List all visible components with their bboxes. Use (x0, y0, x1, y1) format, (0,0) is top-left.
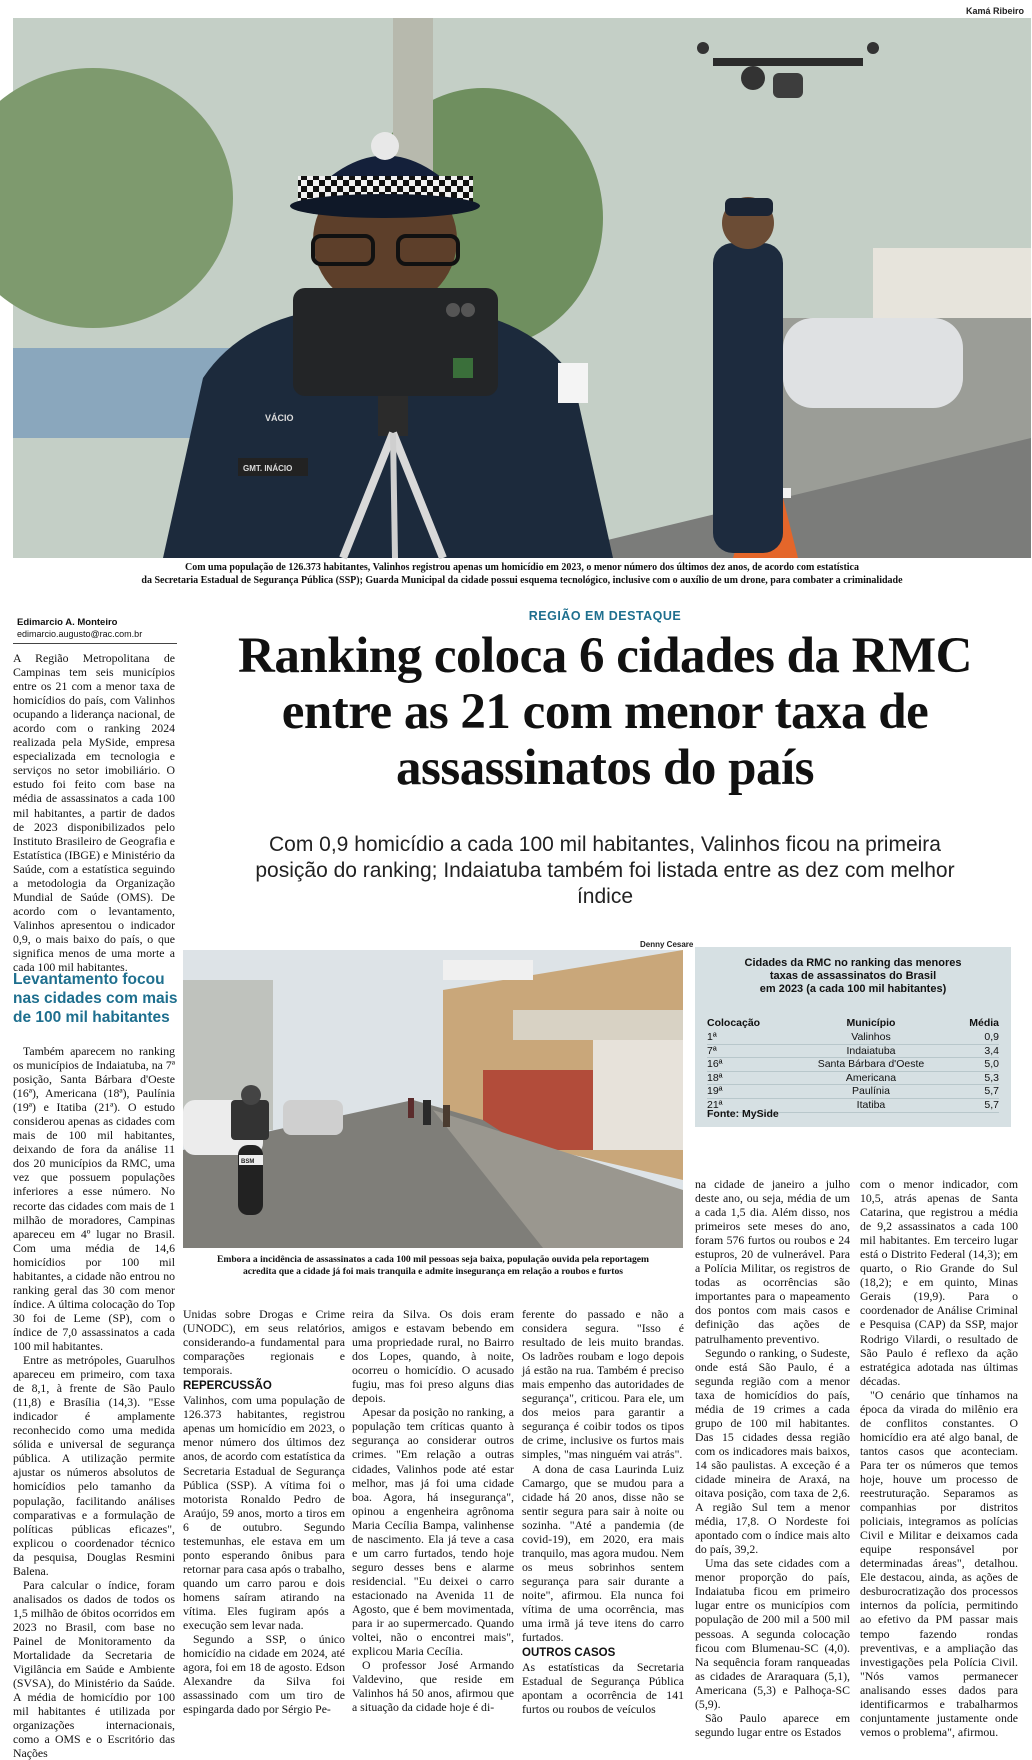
top-caption-line1: Com uma população de 126.373 habitantes, Valinhos registrou apenas um homicídio em 2023, o menor número dos últimos dez anos, de acordo com estatística (184, 562, 859, 573)
byline-email: edimarcio.augusto@rac.com.br (17, 629, 143, 639)
paragraph: Apesar da posição no ranking, a população tem críticas quanto à segurança ao considerar outros crimes. "Em relação a outras cidades, Valinhos pode até estar melhor, mas já foi uma cidade boa. Agora, há insegurança", opinou a engenheira agrônoma Maria Cecília Bampa, valinhense de nascimento. Ela já teve a casa e um carro furtados, tendo hoje seguro desses bens e alarme residencial. "Eu deixei o carro estacionado na Avenida 11 de Agosto, que é bem movimentada, para ir ao supermercado. Quando voltei, não o encontrei mais", explicou Maria Cecília. (352, 1405, 514, 1659)
paragraph: São Paulo aparece em segundo lugar entre os Estados (695, 1710, 850, 1739)
city-cell: Paulínia (789, 1085, 953, 1099)
paragraph: na cidade de janeiro a julho deste ano, ou seja, média de um a cada 1,5 dia. Além disso, nos primeiros sete meses do ano, foram 576 furtos ou roubos e 24 estupros, 20 de vulnerável. Para a Polícia Militar, os registros de todas as ocorrências são importantes para o mapeamento dos pontos com mais casos e definição das ações de patrulhamento preventivo. (695, 1177, 850, 1346)
rank-cell: 21ª (707, 1098, 789, 1112)
paragraph: Segundo a SSP, o único homicídio na cidade em 2024, até agora, foi em 18 de agosto. Edson Alexandre da Silva foi assassinado com um tiro de espingarda dado por Sérgio Pe- (183, 1632, 345, 1717)
paragraph: reira da Silva. Os dois eram amigos e estavam bebendo em uma propriedade rural, no Bairro dos Lopes, quando, à noite, ocorreu o homicídio. O acusado fugiu, mas foi preso alguns dias depois. (352, 1307, 514, 1406)
table-row (707, 1058, 999, 1072)
license-plate: BSM (241, 1159, 255, 1165)
paragraph: "O cenário que tínhamos na época da virada do milênio era de conflitos constantes. O homicídio era até algo banal, de tantos casos que aconteciam. Para ter os números que temos hoje, houve um processo de reestruturação. Separamos as companhias por distritos policiais, integramos as polícias Civil e Militar e deixamos cada equipe responsável por determinadas áreas", detalhou. Ele destacou, ainda, as ações de desburocratização dos processos internos da polícia, permitindo ao efetivo da PM passar mais tempo fazendo rondas preventivas, e a ampliação das investigações pela Polícia Civil. "Nós vamos permanecer analisando esses dados para identificarmos e trabalharmos conjuntamente justamente onde vemos o problema", afirmou. (860, 1387, 1018, 1739)
paragraph: com o menor indicador, com 10,5, atrás apenas de Santa Catarina, que registrou a média de 9,2 assassinatos a cada 100 mil habitantes. Em terceiro lugar está o Distrito Federal (14,3); em quarto, o Rio Grande do Sul (18,2); e em quinto, Minas Gerais (19,9). Para o coordenador de Análise Criminal e Pesquisa (CAP) da SSP, major Rodrigo Vilardi, o resultado de São Paulo é reflexo da ação estratégica adotada nas últimas décadas. (860, 1177, 1018, 1388)
paragraph: A dona de casa Laurinda Luiz Camargo, que se mudou para a cidade há 20 anos, disse não se sentir segura para sair à noite ou sozinha. "Até a pandemia (de covid-19), em 2020, era mais tranquilo, mas agora mudou. Nem os meus sobrinhos sentem segurança para sair durante a noite", afirmou. Ela nunca foi vítima de uma ocorrência, mas uma irmã já teve itens do carro furtados. (522, 1461, 684, 1645)
street-photo-caption (183, 1254, 683, 1278)
article-column-3 (352, 1307, 514, 1715)
rate-cell: 3,4 (953, 1044, 999, 1058)
paragraph: O professor José Armando Valdevino, que reside em Valinhos há 50 anos, afirmou que a situação da cidade hoje é di- (352, 1658, 514, 1715)
paragraph: Segundo o ranking, o Sudeste, onde está São Paulo, é a segunda região com a menor taxa de homicídios do país, média de 19 crimes a cada grupo de 100 mil habitantes. Das 15 cidades dessa região com os indicadores mais baixos, 14 são paulistas. A exceção é a cidade mineira de Araxá, na oitava posição, com taxa de 2,6. A região Sul tem a menor média, 17,8. O Nordeste foi apontado com o índice mais alto do país, 39,2. (695, 1345, 850, 1557)
rate-cell: 5,3 (953, 1071, 999, 1085)
top-photo-guard-with-phone (13, 18, 1031, 558)
ranking-title-line3: em 2023 (a cada 100 mil habitantes) (759, 983, 947, 995)
paragraph: Valinhos, com uma população de 126.373 habitantes, registrou apenas um homicídio em 2023, o menor número dos últimos dez anos, de acordo com estatística da Secretaria Estadual de Segurança Pública (SSP). A vítima foi o motorista Ronaldo Pedro de Araújo, 59 anos, morto a tiros em 6 de outubro. Segundo testemunhas, ele estava em um ponto esperando ônibus para retornar para casa após o trabalho, quando um carro parou e dois homens saíram atirando na vítima. Eles fugiram após a execução sem levar nada. (183, 1393, 345, 1633)
header-colocacao: Colocação (707, 1017, 761, 1029)
headline: Ranking coloca 6 cidades da RMC entre as 21 com menor taxa de assassinatos do país (238, 628, 972, 796)
rate-cell: 5,0 (953, 1058, 999, 1072)
ranking-title (695, 957, 1011, 996)
table-row (707, 1044, 999, 1058)
rate-cell: 0,9 (953, 1031, 999, 1044)
column-subheading: OUTROS CASOS (522, 1647, 616, 1660)
section-tag: REGIÃO EM DESTAQUE (528, 609, 682, 623)
paragraph: Para calcular o índice, foram analisados os dados de todos os 1,5 milhão de óbitos ocorridos em 2023 no Brasil, com base no Painel de Monitoramento da Mortalidade da Secretaria de Vigilância em Saúde e Ambiente (SVSA), do Ministério da Saúde. A média de homicídio por 100 mil habitantes é utilizada por organizações internacionais, como a OMS e o Escritório das Nações (13, 1577, 175, 1760)
byline-divider (13, 643, 177, 644)
ranking-header-row (707, 1017, 999, 1031)
paragraph: Uma das sete cidades com a menor proporção do país, Indaiatuba ficou em primeiro lugar entre os municípios com população de 200 mil a 500 mil pessoas. A segunda colocação ficou com Blumenau-SC (4,0). Na sequência foram ranqueadas as cidades de Araraquara (5,1), Americana (5,3) e Palhoça-SC (5,9). (695, 1556, 850, 1711)
paragraph: Entre as metrópoles, Guarulhos apareceu em primeiro, com taxa de 8,1, à frente de São Paulo (11,8) e Brasília (14,3). "Esse indicador é amplamente reconhecido como uma medida sólida e universal de segurança pública. A utilização permite ajustar os números absolutos de homicídios pelo tamanho da população, facilitando análises comparativas e a formulação de políticas públicas eficazes", explicou o coordenador técnico da pesquisa, Douglas Resmini Balena. (13, 1353, 175, 1578)
rank-cell: 18ª (707, 1071, 789, 1085)
table-row (707, 1085, 999, 1099)
article-column-1-bottom (13, 1044, 175, 1760)
street-caption-line2: acredita que a cidade já foi mais tranquila e admite insegurança em relação a roubos e furtos (243, 1266, 623, 1277)
rank-cell: 19ª (707, 1085, 789, 1099)
badge-name-text: VÁCIO (265, 413, 294, 423)
table-row (707, 1071, 999, 1085)
top-photo-illustration (13, 18, 1031, 558)
article-column-5 (695, 1177, 850, 1739)
paragraph: As estatísticas da Secretaria Estadual de Segurança Pública apontam a ocorrência de 141 furtos ou roubos de veículos (522, 1660, 684, 1717)
column-subheading: REPERCUSSÃO (183, 1380, 272, 1393)
ranking-source: Fonte: MySide (707, 1108, 779, 1120)
paragraph: A Região Metropolitana de Campinas tem seis municípios entre os 21 com a menor taxa de homicídios do país, com Valinhos ocupando a liderança nacional, de acordo com o ranking 2024 realizada pela MySide, empresa especializada em tecnologia e serviços no setor imobiliário. O estudo foi feito com base na média de assassinatos a cada 100 mil habitantes, a partir de dados de 2023 disponibilizados pelo Instituto Brasileiro de Geografia e Estatística (IBGE) e Ministério da Saúde, com a estatística seguindo a metodologia da Organização Mundial de Saúde (OMS). De acordo com o levantamento, Valinhos apresentou o indicador 0,9, o mais baixo do país, o que significa menos de uma morte a cada 100 mil habitantes. (13, 651, 175, 975)
header-municipio: Município (846, 1017, 896, 1029)
city-cell: Indaiatuba (789, 1044, 953, 1058)
paragraph: Unidas sobre Drogas e Crime (UNODC), em seus relatórios, considerando-a fundamental para comparações regionais e temporais. (183, 1307, 345, 1378)
rank-cell: 7ª (707, 1044, 789, 1058)
table-row (707, 1031, 999, 1044)
article-column-1-top (13, 651, 175, 975)
article-column-4 (522, 1307, 684, 1717)
street-photo-illustration (183, 950, 683, 1248)
article-column-6 (860, 1177, 1018, 1739)
subheadline: Com 0,9 homicídio a cada 100 mil habitantes, Valinhos ficou na primeira posição do ranking; Indaiatuba também foi listada entre as dez com melhor índice (255, 833, 955, 908)
photo-credit-street: Denny Cesare (640, 940, 694, 949)
street-photo-avenue (183, 950, 683, 1248)
top-photo-caption (13, 562, 1031, 587)
top-caption-line2: da Secretaria Estadual de Segurança Pública (SSP); Guarda Municipal da cidade possui esquema tecnológico, inclusive com o auxílio de um drone, para combater a criminalidade (141, 574, 903, 586)
paragraph: ferente do passado e não a considera segura. "Isso é resultado de leis muito brandas. Os ladrões roubam e logo depois já estão na rua. Também é preciso mais empenho das autoridades de segurança", criticou. Para ele, um dos meios para garantir a segurança é coibir todos os tipos de crime, inclusive os furtos mais simples, "mas ninguém vai atrás". (522, 1307, 684, 1462)
badge-rank-text: GMT. INÁCIO (243, 464, 293, 473)
article-column-2 (183, 1307, 345, 1717)
rate-cell: 5,7 (953, 1098, 999, 1112)
rank-cell: 16ª (707, 1058, 789, 1072)
city-cell: Valinhos (789, 1031, 953, 1044)
column-subheading: Levantamento focou nas cidades com mais de 100 mil habitantes (13, 971, 178, 1026)
paragraph: Também aparecem no ranking os municípios de Indaiatuba, na 7ª posição, Santa Bárbara d'Oeste (16ª), Americana (18ª), Paulínia (19ª) e Itatiba (21ª). O estudo considerou apenas as cidades com mais de 100 mil habitantes, deixando de fora da análise 11 dos 20 municípios da RMC, uma vez que possuem populações inferiores a esse número. No recorte das cidades com mais de 1 milhão de moradores, Campinas apareceu em 4º lugar no Brasil. Com uma média de 14,6 homicídios por 100 mil habitantes, a cidade não entrou no ranking geral das 30 com menor índice. A última colocação do Top 30 foi de Leme (SP), com o índice de 7,0 assassinatos a cada 100 mil habitantes. (13, 1044, 175, 1353)
city-cell: Itatiba (789, 1098, 953, 1112)
ranking-infobox (695, 947, 1011, 1127)
ranking-title-line1: Cidades da RMC no ranking das menores (744, 957, 962, 969)
city-cell: Americana (789, 1071, 953, 1085)
byline-author: Edimarcio A. Monteiro (17, 617, 118, 628)
ranking-table (707, 1017, 999, 1113)
photo-credit-top: Kamá Ribeiro (965, 6, 1024, 16)
ranking-title-line2: taxas de assassinatos do Brasil (769, 970, 937, 982)
city-cell: Santa Bárbara d'Oeste (789, 1058, 953, 1072)
street-caption-line1: Embora a incidência de assassinatos a cada 100 mil pessoas seja baixa, população ouvida pela reportagem (216, 1254, 650, 1265)
header-media: Média (969, 1017, 999, 1029)
rate-cell: 5,7 (953, 1085, 999, 1099)
rank-cell: 1ª (707, 1031, 789, 1044)
